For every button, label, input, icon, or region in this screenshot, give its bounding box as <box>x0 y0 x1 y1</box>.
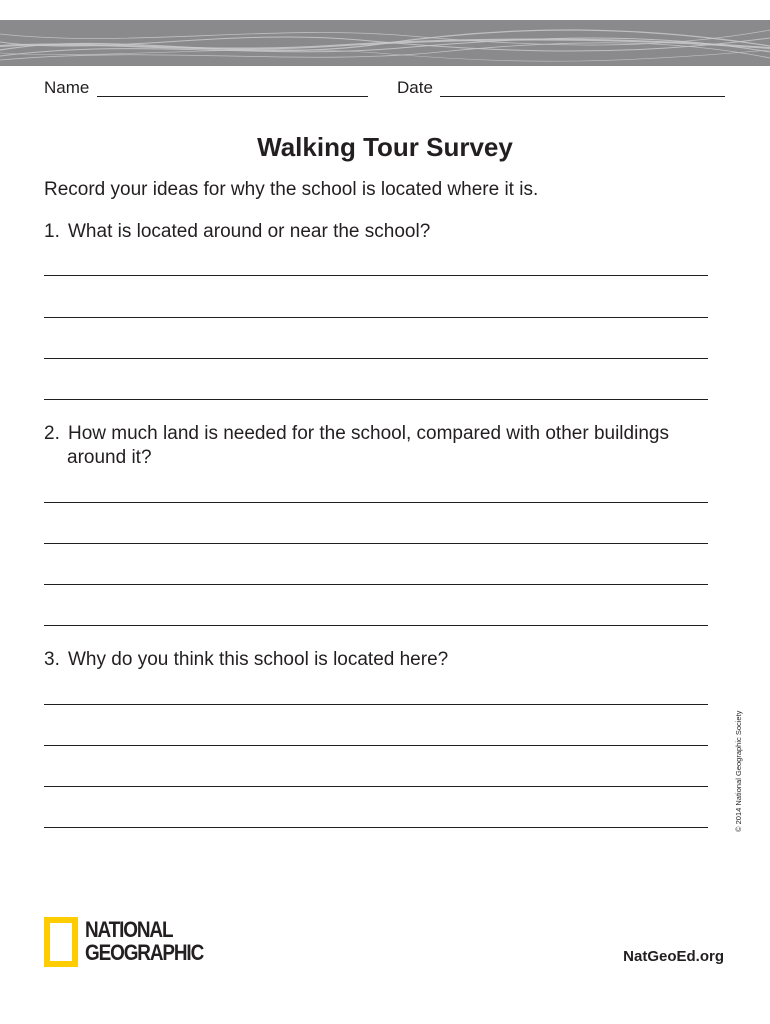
page-title: Walking Tour Survey <box>257 132 513 162</box>
date-label: Date <box>397 78 433 97</box>
question-3 <box>44 648 448 672</box>
header-band <box>0 20 770 66</box>
name-date-row <box>0 76 770 100</box>
answer-line[interactable] <box>44 317 708 318</box>
logo-line-2: GEOGRAPHIC <box>85 940 204 965</box>
question-text: What is located around or near the school? <box>68 221 431 242</box>
name-label: Name <box>44 78 90 97</box>
answer-line[interactable] <box>44 827 708 828</box>
header-wave-pattern <box>0 20 770 66</box>
answer-line[interactable] <box>44 358 708 359</box>
logo-wordmark <box>85 918 203 964</box>
question-number: 2. <box>44 423 60 444</box>
question-2 <box>44 422 669 470</box>
intro-text: Record your ideas for why the school is located where it is. <box>44 179 539 200</box>
question-number: 1. <box>44 221 60 242</box>
question-1 <box>44 220 430 244</box>
copyright-notice: © 2014 National Geographic Society <box>734 710 743 832</box>
answer-line[interactable] <box>44 745 708 746</box>
site-url: NatGeoEd.org <box>623 948 724 965</box>
answer-line[interactable] <box>44 704 708 705</box>
name-field[interactable] <box>97 96 368 97</box>
answer-line[interactable] <box>44 502 708 503</box>
logo-line-1: NATIONAL <box>85 917 173 942</box>
answer-line[interactable] <box>44 625 708 626</box>
date-field[interactable] <box>440 96 725 97</box>
question-text: Why do you think this school is located here? <box>68 649 449 670</box>
answer-line[interactable] <box>44 584 708 585</box>
answer-line[interactable] <box>44 275 708 276</box>
question-number: 3. <box>44 649 60 670</box>
answer-line[interactable] <box>44 543 708 544</box>
yellow-border-icon <box>44 917 78 967</box>
answer-line[interactable] <box>44 399 708 400</box>
national-geographic-logo <box>44 917 214 967</box>
question-text-continued: around it? <box>67 447 152 468</box>
question-text: How much land is needed for the school, compared with other buildings <box>68 423 669 444</box>
answer-line[interactable] <box>44 786 708 787</box>
